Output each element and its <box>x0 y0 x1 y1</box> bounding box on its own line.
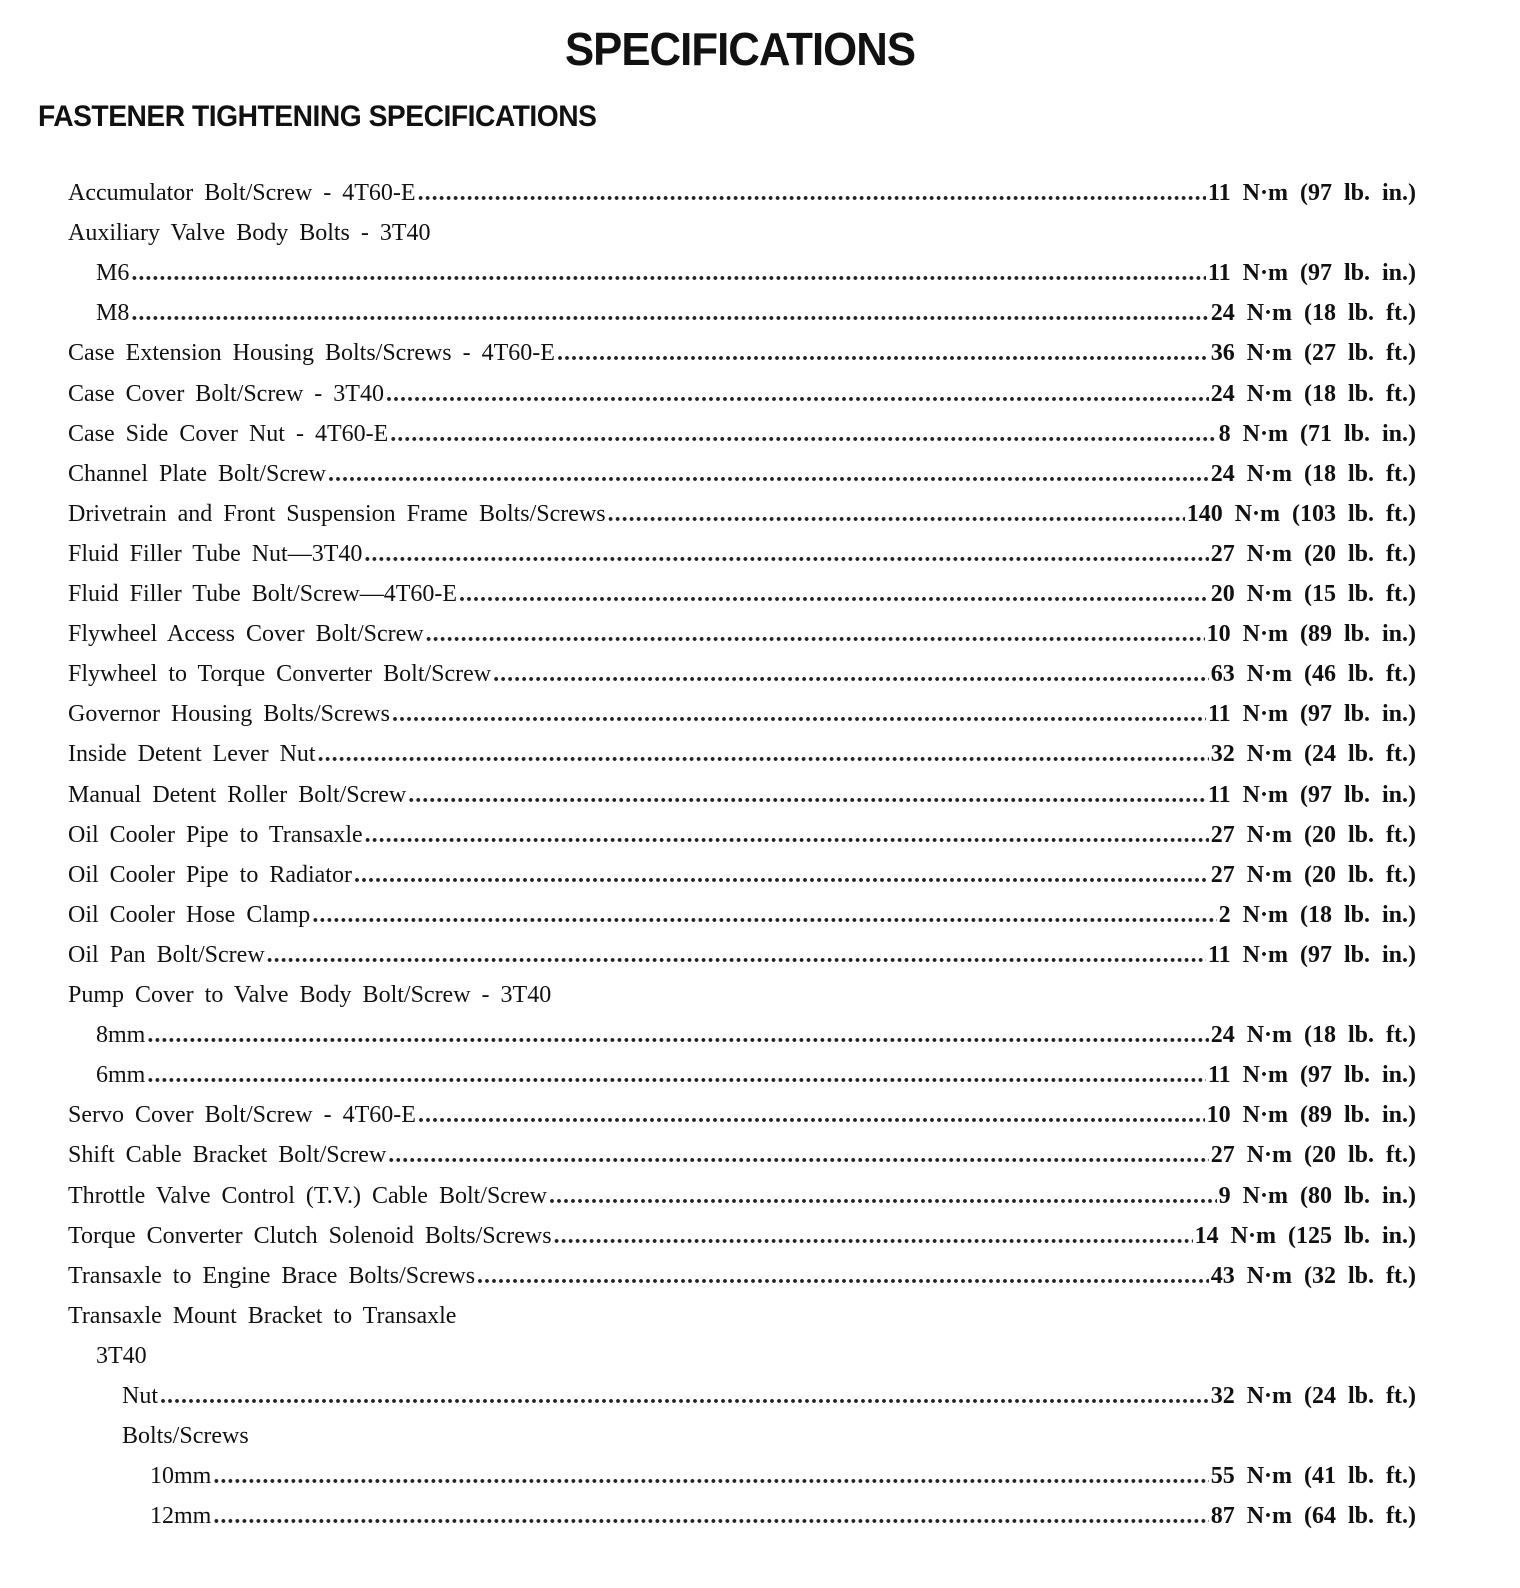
spec-row <box>68 782 1416 822</box>
spec-row <box>68 982 551 1022</box>
torque-value: 24 N·m (18 lb. ft.) <box>1210 300 1416 327</box>
torque-value: 32 N·m (24 lb. ft.) <box>1210 741 1416 768</box>
torque-value: 11 N·m (97 lb. in.) <box>1207 260 1416 287</box>
torque-value: 11 N·m (97 lb. in.) <box>1207 180 1416 206</box>
spec-row <box>68 541 1416 581</box>
spec-row <box>68 621 1416 661</box>
dot-leader <box>147 1022 1208 1049</box>
spec-row <box>96 1343 147 1383</box>
dot-leader <box>364 541 1208 568</box>
page-title: SPECIFICATIONS <box>564 23 916 75</box>
torque-value: 11 N·m (97 lb. in.) <box>1207 941 1416 968</box>
torque-value: 24 N·m (18 lb. ft.) <box>1210 380 1416 407</box>
dot-leader <box>131 300 1208 327</box>
spec-label: Flywheel to Torque Converter Bolt/Screw <box>68 661 492 688</box>
spec-label: Servo Cover Bolt/Screw - 4T60-E <box>68 1102 416 1129</box>
spec-label: Transaxle to Engine Brace Bolts/Screws <box>68 1262 476 1289</box>
spec-label: Case Extension Housing Bolts/Screws - 4T60-E <box>68 340 555 367</box>
spec-row <box>96 260 1416 300</box>
torque-value: 24 N·m (18 lb. ft.) <box>1210 1022 1416 1049</box>
spec-label: Accumulator Bolt/Screw - 4T60-E <box>68 180 416 206</box>
spec-row <box>68 1142 1416 1182</box>
spec-row <box>68 862 1416 902</box>
torque-value: 24 N·m (18 lb. ft.) <box>1210 460 1416 487</box>
spec-label: Throttle Valve Control (T.V.) Cable Bolt/Screw <box>68 1182 547 1209</box>
spec-row <box>68 421 1416 461</box>
spec-row <box>68 1263 1416 1303</box>
spec-label: 6mm <box>96 1062 146 1089</box>
torque-value: 87 N·m (64 lb. ft.) <box>1210 1503 1416 1530</box>
spec-row <box>68 1223 1416 1263</box>
spec-label: 8mm <box>96 1022 146 1049</box>
spec-label: Oil Pan Bolt/Screw <box>68 941 265 968</box>
spec-row <box>68 381 1416 421</box>
dot-leader <box>147 1062 1206 1089</box>
spec-label: Fluid Filler Tube Bolt/Screw—4T60-E <box>68 581 458 607</box>
spec-label: Case Cover Bolt/Screw - 3T40 <box>68 380 384 407</box>
torque-value: 32 N·m (24 lb. ft.) <box>1210 1383 1416 1409</box>
dot-leader <box>131 260 1206 287</box>
spec-row <box>96 300 1416 340</box>
torque-value: 8 N·m (71 lb. in.) <box>1218 420 1416 447</box>
dot-leader <box>160 1383 1209 1410</box>
spec-row <box>68 340 1416 380</box>
spec-row <box>68 701 1416 741</box>
spec-row <box>68 220 431 260</box>
spec-label: Shift Cable Bracket Bolt/Screw <box>68 1142 387 1169</box>
spec-row <box>68 1303 456 1343</box>
spec-label: Nut <box>122 1383 158 1409</box>
spec-label: 3T40 <box>96 1342 147 1369</box>
torque-value: 36 N·m (27 lb. ft.) <box>1210 340 1416 367</box>
dot-leader <box>213 1503 1208 1530</box>
spec-row <box>68 741 1416 781</box>
spec-row <box>96 1022 1416 1062</box>
spec-row <box>68 1183 1416 1223</box>
spec-label: Drivetrain and Front Suspension Frame Bolts/Screws <box>68 500 606 527</box>
dot-leader <box>386 381 1209 408</box>
spec-row <box>68 180 1416 220</box>
torque-value: 27 N·m (20 lb. ft.) <box>1210 540 1416 567</box>
torque-value: 140 N·m (103 lb. ft.) <box>1186 500 1416 527</box>
dot-leader <box>459 581 1209 608</box>
dot-leader <box>312 902 1216 929</box>
torque-value: 27 N·m (20 lb. ft.) <box>1210 861 1416 888</box>
spec-label: Oil Cooler Pipe to Radiator <box>68 861 352 888</box>
torque-value: 27 N·m (20 lb. ft.) <box>1210 1142 1416 1169</box>
spec-label: Inside Detent Lever Nut <box>68 741 316 768</box>
torque-value: 2 N·m (18 lb. in.) <box>1218 901 1416 928</box>
spec-row <box>68 822 1416 862</box>
dot-leader <box>267 942 1206 969</box>
spec-label: 12mm <box>150 1503 212 1530</box>
dot-leader <box>493 661 1209 688</box>
dot-leader <box>426 621 1205 648</box>
dot-leader <box>365 822 1209 849</box>
spec-row <box>68 501 1416 541</box>
dot-leader <box>549 1183 1217 1210</box>
spec-label: Manual Detent Roller Bolt/Screw <box>68 781 407 808</box>
dot-leader <box>608 501 1185 528</box>
torque-value: 27 N·m (20 lb. ft.) <box>1210 821 1416 848</box>
spec-label: M6 <box>96 260 130 287</box>
torque-value: 55 N·m (41 lb. ft.) <box>1210 1463 1416 1490</box>
spec-row <box>68 902 1416 942</box>
spec-label: Bolts/Screws <box>122 1423 249 1450</box>
dot-leader <box>418 1102 1205 1129</box>
dot-leader <box>390 421 1216 448</box>
spec-label: Torque Converter Clutch Solenoid Bolts/Screws <box>68 1222 552 1249</box>
torque-value: 14 N·m (125 lb. in.) <box>1194 1222 1416 1249</box>
spec-label: Auxiliary Valve Body Bolts - 3T40 <box>68 220 431 247</box>
dot-leader <box>557 340 1209 367</box>
torque-value: 63 N·m (46 lb. ft.) <box>1210 661 1416 688</box>
dot-leader <box>392 701 1206 728</box>
torque-value: 43 N·m (32 lb. ft.) <box>1210 1262 1416 1289</box>
spec-row <box>68 461 1416 501</box>
spec-row <box>68 1102 1416 1142</box>
spec-label: Oil Cooler Hose Clamp <box>68 901 311 928</box>
torque-value: 11 N·m (97 lb. in.) <box>1207 701 1416 728</box>
spec-row <box>68 942 1416 982</box>
spec-row <box>122 1423 249 1463</box>
spec-label: M8 <box>96 300 130 327</box>
spec-label: Oil Cooler Pipe to Transaxle <box>68 821 363 848</box>
spec-row <box>150 1463 1416 1503</box>
torque-value: 10 N·m (89 lb. in.) <box>1206 1102 1416 1129</box>
dot-leader <box>318 741 1209 768</box>
torque-value: 11 N·m (97 lb. in.) <box>1207 1062 1416 1089</box>
spec-label: Transaxle Mount Bracket to Transaxle <box>68 1302 457 1329</box>
spec-row <box>122 1383 1416 1423</box>
section-title: FASTENER TIGHTENING SPECIFICATIONS <box>38 100 597 133</box>
spec-label: Flywheel Access Cover Bolt/Screw <box>68 621 424 648</box>
spec-label: Case Side Cover Nut - 4T60-E <box>68 420 389 447</box>
dot-leader <box>418 180 1206 207</box>
dot-leader <box>354 862 1209 889</box>
torque-value: 9 N·m (80 lb. in.) <box>1218 1182 1416 1209</box>
dot-leader <box>213 1463 1208 1490</box>
torque-value: 11 N·m (97 lb. in.) <box>1207 781 1416 808</box>
dot-leader <box>408 782 1206 809</box>
spec-label: Channel Plate Bolt/Screw <box>68 460 326 487</box>
spec-label: Governor Housing Bolts/Screws <box>68 701 390 728</box>
dot-leader <box>554 1223 1193 1250</box>
spec-row <box>68 581 1416 621</box>
spec-row <box>96 1062 1416 1102</box>
dot-leader <box>328 461 1209 488</box>
torque-value: 10 N·m (89 lb. in.) <box>1206 621 1416 648</box>
torque-value: 20 N·m (15 lb. ft.) <box>1210 581 1416 607</box>
spec-row <box>150 1503 1416 1543</box>
dot-leader <box>388 1142 1208 1169</box>
spec-label: Pump Cover to Valve Body Bolt/Screw - 3T40 <box>68 982 552 1008</box>
spec-label: Fluid Filler Tube Nut—3T40 <box>68 540 363 567</box>
spec-row <box>68 661 1416 701</box>
spec-label: 10mm <box>150 1463 212 1490</box>
dot-leader <box>477 1263 1209 1290</box>
